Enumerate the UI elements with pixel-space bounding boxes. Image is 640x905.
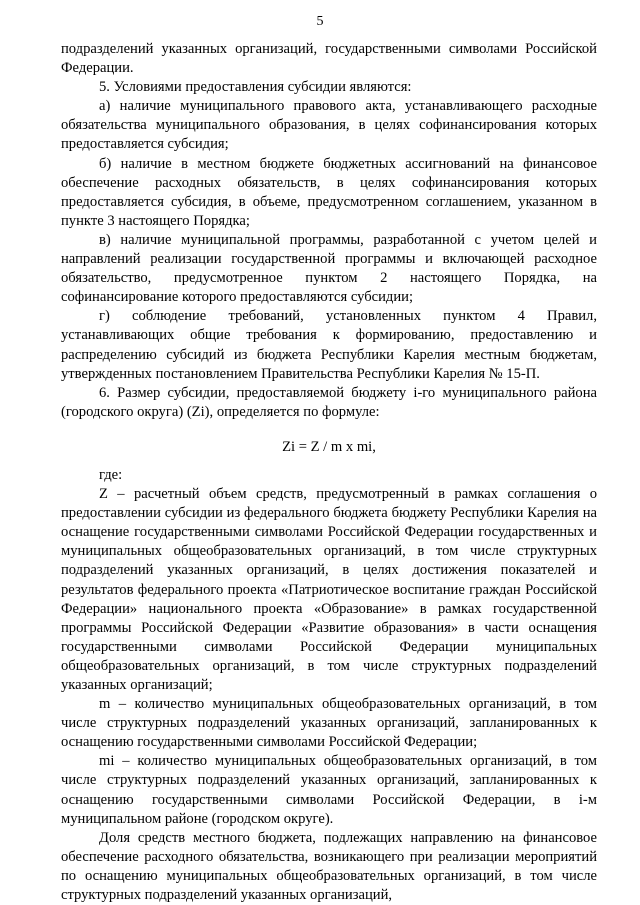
- subsidy-formula: Zi = Z / m x mi,: [282, 438, 376, 455]
- definition-m: m – количество муниципальных общеобразовательных организаций, в том числе структурных подразделений указанных организаций, запланированных к оснащению государственными символами Российской Федерации;: [61, 696, 597, 751]
- definition-z: Z – расчетный объем средств, предусмотренный в рамках соглашения о предоставлении субсидии из федерального бюджета бюджету Республики Карелия на оснащение государственными символами Российской Федерации государственных и муниципальных общеобразовательных организаций, в том числе структурных подразделений указанных организаций, в целях достижения показателей и результатов федерального проекта «Патриотическое воспитание граждан Российской Федерации» национального проекта «Образование» в рамках государственной программы Российской Федерации «Развитие образования» в части оснащения государственными символами Российской Федерации муниципальных общеобразовательных организаций, в том числе структурных подразделений указанных организаций;: [61, 486, 597, 693]
- paragraph-condition-b: б) наличие в местном бюджете бюджетных ассигнований на финансовое обеспечение расходных обязательств, в целях софинансирования которых предоставляется субсидия, в объеме, предусмотренном соглашением, указанном в пункте 3 настоящего Порядка;: [61, 155, 597, 229]
- paragraph-condition-a: а) наличие муниципального правового акта, устанавливающего расходные обязательства муниципального образования, в целях софинансирования которых предоставляется субсидия;: [61, 98, 597, 153]
- document-body: [61, 40, 597, 905]
- paragraph-local-budget-share: Доля средств местного бюджета, подлежащих направлению на финансовое обеспечение расходного обязательства, возникающего при реализации мероприятий по оснащению муниципальных общеобразовательных организаций, в том числе структурных подразделений указанных организаций,: [61, 829, 597, 904]
- definition-mi: mi – количество муниципальных общеобразовательных организаций, в том числе структурных подразделений указанных организаций, запланированных к оснащению государственными символами Российской Федерации, в i-м муниципальном районе (городском округе).: [61, 753, 597, 827]
- paragraph-condition-g: г) соблюдение требований, установленных пунктом 4 Правил, устанавливающих общие требования к формированию, предоставлению и распределению субсидий из бюджета Республики Карелия местным бюджетам, утвержденных постановлением Правительства Республики Карелия № 15-П.: [61, 308, 597, 382]
- paragraph-section-5: 5. Условиями предоставления субсидии являются:: [99, 79, 412, 96]
- page-number: 5: [316, 14, 324, 29]
- paragraph-section-6: 6. Размер субсидии, предоставляемой бюджету i-го муниципального района (городского округа) (Zi), определяется по формуле:: [61, 384, 597, 420]
- paragraph-condition-v: в) наличие муниципальной программы, разработанной с учетом целей и направлений реализации государственной программы и включающей расходное обязательство, предусмотренное пунктом 2 настоящего Порядка, на софинансирование которого предоставляются субсидии;: [61, 231, 597, 306]
- paragraph-continuation: подразделений указанных организаций, государственными символами Российской Федерации.: [61, 41, 597, 77]
- where-label: где:: [99, 466, 123, 483]
